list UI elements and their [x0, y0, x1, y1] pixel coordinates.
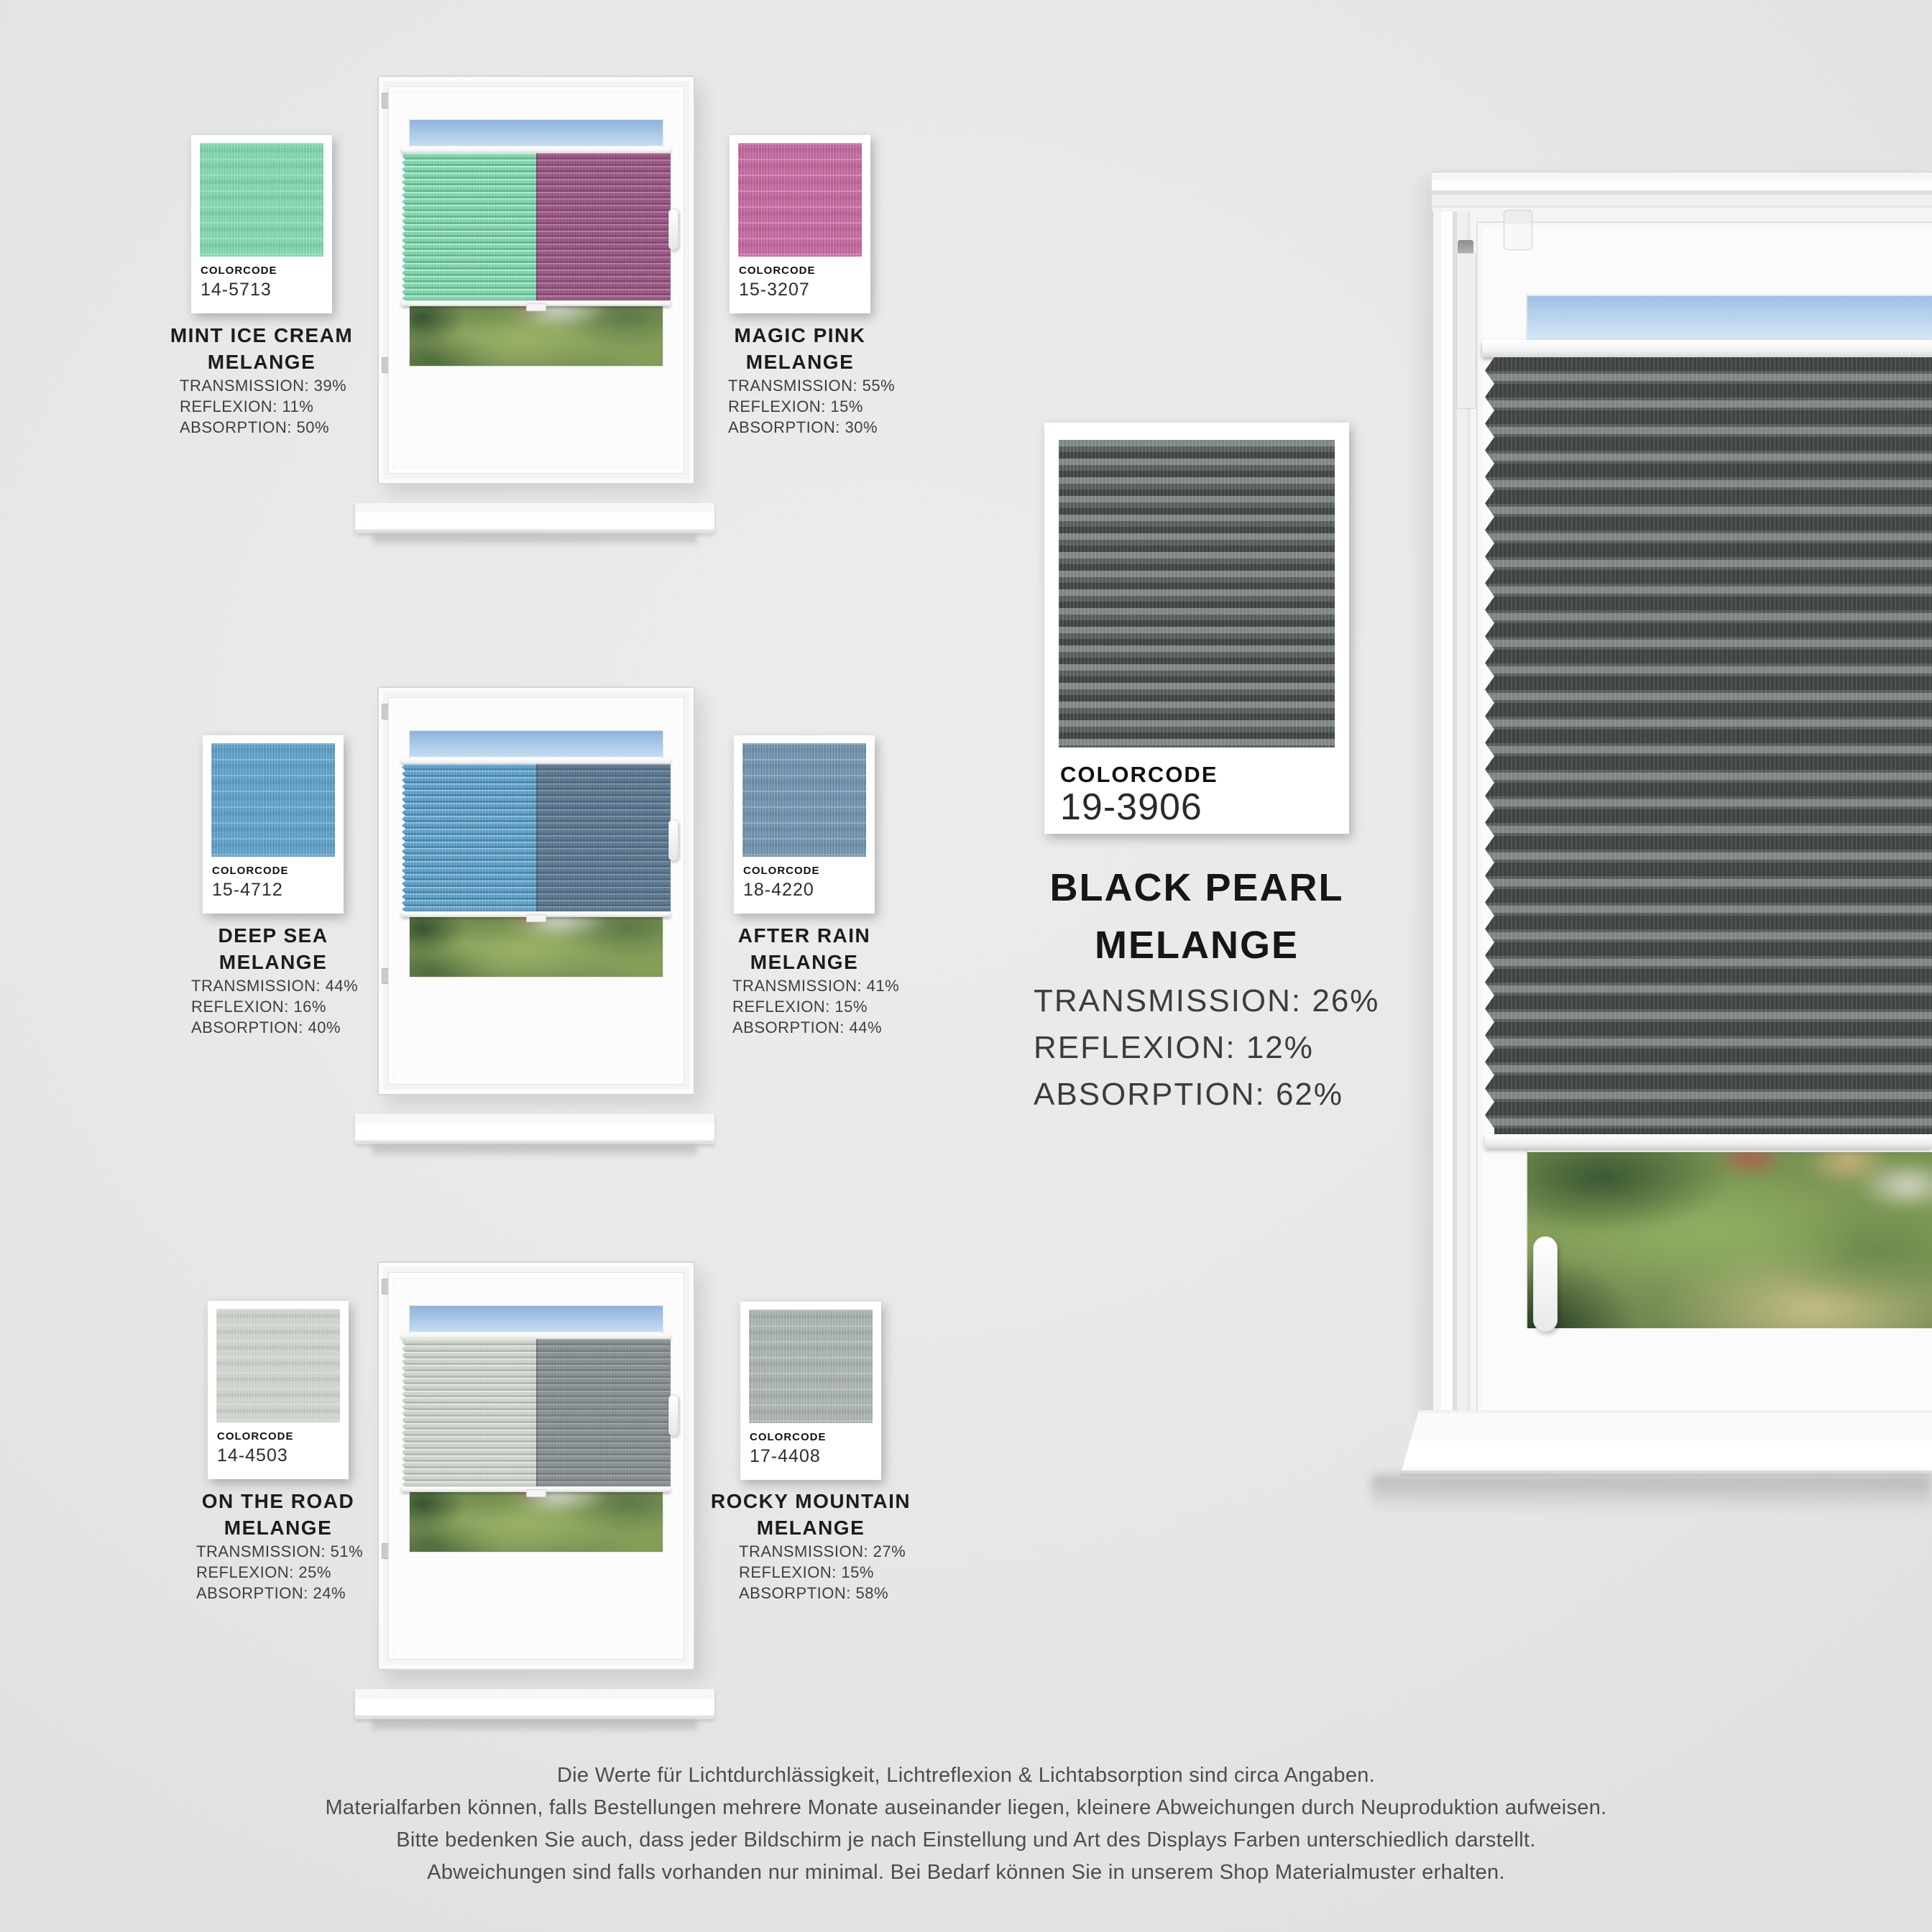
- window-frame: [377, 1261, 695, 1670]
- fabric-swatch-black-pearl: [1059, 440, 1335, 748]
- swatch-card-mint: [191, 135, 332, 313]
- window-casement: [388, 697, 684, 1085]
- spec-transmission: TRANSMISSION: 41%: [732, 977, 900, 995]
- product-specs-on-the-road: [196, 1541, 363, 1604]
- product-specs-rocky-mountain: [739, 1541, 906, 1604]
- wall-molding-top: [1432, 171, 1932, 211]
- blind-top-rail: [402, 1333, 671, 1339]
- spec-reflexion: REFLEXION: 15%: [732, 998, 868, 1016]
- blind-pull-tab: [526, 303, 546, 311]
- product-name-line1: ON THE ROAD: [201, 1490, 355, 1512]
- window-sill: [355, 1114, 714, 1144]
- colorcode-label: COLORCODE: [750, 1431, 827, 1443]
- product-specs-mint: [180, 375, 346, 438]
- pleated-blind-2: [402, 758, 671, 917]
- sill-shadow: [372, 1721, 697, 1734]
- blind-center-seam: [536, 764, 538, 911]
- colorcode-label: COLORCODE: [1060, 762, 1218, 787]
- swatch-card-deep-sea: [203, 735, 344, 914]
- product-name-line1: AFTER RAIN: [737, 924, 871, 947]
- window-frame: [377, 686, 695, 1095]
- swatch-card-after-rain: [734, 735, 875, 914]
- pleated-blind-3: [402, 1333, 671, 1492]
- sky-view: [410, 120, 663, 146]
- spec-absorption: ABSORPTION: 40%: [191, 1018, 341, 1036]
- window-handle: [668, 208, 678, 250]
- product-name-line2: MELANGE: [756, 1517, 865, 1539]
- window-sill: [355, 503, 714, 533]
- window-casement: [388, 1272, 684, 1660]
- spec-absorption: ABSORPTION: 24%: [196, 1584, 346, 1602]
- landscape-view: [1527, 1152, 1932, 1328]
- window-preview-large: [1432, 171, 1932, 1412]
- spec-transmission: TRANSMISSION: 44%: [191, 977, 359, 995]
- spec-reflexion: REFLEXION: 15%: [739, 1563, 874, 1581]
- blind-half-rocky-mountain: [536, 1339, 671, 1486]
- product-name-line2: MELANGE: [218, 951, 328, 973]
- blind-fabric: [402, 1339, 671, 1486]
- blind-half-mint: [402, 153, 536, 300]
- blind-top-rail: [402, 758, 671, 764]
- blind-bottom-rail: [402, 911, 671, 917]
- product-specs-black-pearl: [1034, 978, 1379, 1118]
- product-name-magic-pink: [635, 322, 965, 375]
- window-casement-large: [1476, 221, 1932, 1412]
- fabric-swatch-after-rain: [742, 743, 866, 857]
- window-casement: [388, 86, 684, 474]
- window-frame: [377, 75, 695, 484]
- disclaimer-line-2: Materialfarben können, falls Bestellungen mehrere Monate auseinander liegen, kleinere Abweichungen durch Neuproduktion aufweisen.: [325, 1796, 1607, 1819]
- spec-transmission: TRANSMISSION: 39%: [180, 377, 347, 395]
- spec-reflexion: REFLEXION: 16%: [191, 998, 326, 1016]
- blind-top-rail: [402, 147, 671, 153]
- window-preview-1: [355, 75, 714, 558]
- product-name-black-pearl: [981, 859, 1412, 974]
- sky-view: [410, 731, 663, 757]
- product-name-line1: MAGIC PINK: [734, 324, 866, 346]
- spec-absorption: ABSORPTION: 62%: [1034, 1077, 1344, 1112]
- colorcode-value: 15-4712: [212, 880, 283, 900]
- colorcode-value: 14-4503: [217, 1445, 288, 1466]
- blind-bottom-rail: [402, 1486, 671, 1492]
- spec-reflexion: REFLEXION: 15%: [728, 397, 863, 415]
- colorcode-label: COLORCODE: [743, 865, 820, 877]
- product-name-line2: MELANGE: [745, 351, 855, 373]
- product-name-line2: MELANGE: [1095, 924, 1299, 967]
- sky-view: [410, 1306, 663, 1332]
- product-specs-after-rain: [732, 975, 899, 1038]
- product-name-line2: MELANGE: [207, 351, 316, 373]
- product-name-line1: BLACK PEARL: [1049, 866, 1344, 909]
- tilt-latch: [1504, 210, 1532, 250]
- blind-top-rail: [1482, 340, 1932, 357]
- spec-absorption: ABSORPTION: 58%: [739, 1584, 889, 1602]
- colorcode-value: 19-3906: [1060, 786, 1202, 828]
- window-sill-large: [1400, 1410, 1932, 1476]
- fabric-swatch-deep-sea: [211, 743, 335, 857]
- blind-fabric: [402, 153, 671, 300]
- landscape-view: [410, 914, 663, 977]
- hinge-plate: [1456, 253, 1476, 409]
- swatch-card-magic-pink: [730, 135, 870, 313]
- swatch-card-black-pearl: [1044, 423, 1349, 834]
- blind-half-after-rain: [536, 764, 671, 911]
- colorcode-value: 18-4220: [743, 880, 814, 900]
- product-specs-magic-pink: [728, 375, 895, 438]
- blind-fabric-black-pearl: [1485, 357, 1932, 1134]
- spec-reflexion: REFLEXION: 25%: [196, 1563, 331, 1581]
- window-handle: [668, 1394, 678, 1436]
- landscape-scene: [410, 1489, 663, 1552]
- blind-bottom-rail: [402, 300, 671, 306]
- swatch-card-on-the-road: [208, 1301, 349, 1479]
- spec-transmission: TRANSMISSION: 55%: [728, 377, 896, 395]
- blind-center-seam: [536, 153, 538, 300]
- disclaimer-line-3: Bitte bedenken Sie auch, dass jeder Bildschirm je nach Einstellung und Art des Displays Farben unterschiedlich darstellt.: [396, 1828, 1536, 1852]
- spec-absorption: ABSORPTION: 50%: [180, 418, 330, 436]
- colorcode-label: COLORCODE: [217, 1430, 294, 1443]
- landscape-view: [410, 1489, 663, 1552]
- blind-half-magic-pink: [536, 153, 671, 300]
- product-name-line1: ROCKY MOUNTAIN: [710, 1490, 911, 1512]
- swatch-card-rocky-mountain: [740, 1302, 881, 1480]
- blind-half-deep-sea: [402, 764, 536, 911]
- landscape-scene: [410, 303, 663, 366]
- spec-transmission: TRANSMISSION: 51%: [196, 1542, 364, 1560]
- blind-fabric: [402, 764, 671, 911]
- product-name-line2: MELANGE: [750, 951, 859, 973]
- spec-reflexion: REFLEXION: 12%: [1034, 1030, 1314, 1065]
- product-name-line1: MINT ICE CREAM: [170, 324, 354, 346]
- window-handle: [1533, 1236, 1558, 1332]
- fabric-swatch-rocky-mountain: [749, 1310, 873, 1423]
- product-name-line1: DEEP SEA: [218, 924, 328, 947]
- disclaimer: [0, 1760, 1932, 1889]
- fabric-swatch-on-the-road: [216, 1309, 340, 1422]
- spec-absorption: ABSORPTION: 30%: [728, 418, 878, 436]
- colorcode-value: 14-5713: [201, 280, 272, 300]
- sill-shadow: [1371, 1475, 1932, 1512]
- product-name-rocky-mountain: [645, 1488, 976, 1541]
- fabric-swatch-mint: [200, 143, 323, 257]
- disclaimer-line-1: Die Werte für Lichtdurchlässigkeit, Lichtreflexion & Lichtabsorption sind circa Angaben.: [556, 1764, 1376, 1787]
- landscape-scene: [1527, 1152, 1932, 1328]
- pleated-blind-1: [402, 147, 671, 306]
- sill-shadow: [372, 1146, 697, 1159]
- spec-reflexion: REFLEXION: 11%: [180, 397, 314, 415]
- blind-center-seam: [536, 1339, 538, 1486]
- landscape-view: [410, 303, 663, 366]
- spec-transmission: TRANSMISSION: 26%: [1034, 983, 1380, 1018]
- colorcode-label: COLORCODE: [739, 264, 816, 277]
- colorcode-label: COLORCODE: [212, 865, 289, 877]
- product-specs-deep-sea: [191, 975, 358, 1038]
- colorcode-value: 17-4408: [750, 1446, 821, 1466]
- blind-pull-tab: [526, 1489, 546, 1497]
- landscape-scene: [410, 914, 663, 977]
- window-sill: [355, 1689, 714, 1719]
- window-handle: [668, 819, 678, 861]
- colorcode-value: 15-3207: [739, 280, 810, 300]
- sky-view: [1527, 296, 1932, 341]
- pleated-blind-black-pearl: [1482, 340, 1932, 1149]
- blind-bottom-rail: [1485, 1134, 1932, 1149]
- blind-half-on-the-road: [402, 1339, 536, 1486]
- fabric-swatch-magic-pink: [738, 143, 862, 257]
- colorcode-label: COLORCODE: [201, 264, 277, 277]
- blind-pull-tab: [526, 914, 546, 922]
- spec-transmission: TRANSMISSION: 27%: [739, 1542, 906, 1560]
- sill-shadow: [372, 535, 697, 548]
- product-name-line2: MELANGE: [224, 1517, 333, 1539]
- disclaimer-line-4: Abweichungen sind falls vorhanden nur minimal. Bei Bedarf können Sie in unserem Shop Materialmuster erhalten.: [427, 1861, 1505, 1884]
- product-name-after-rain: [639, 922, 970, 975]
- spec-absorption: ABSORPTION: 44%: [732, 1018, 883, 1036]
